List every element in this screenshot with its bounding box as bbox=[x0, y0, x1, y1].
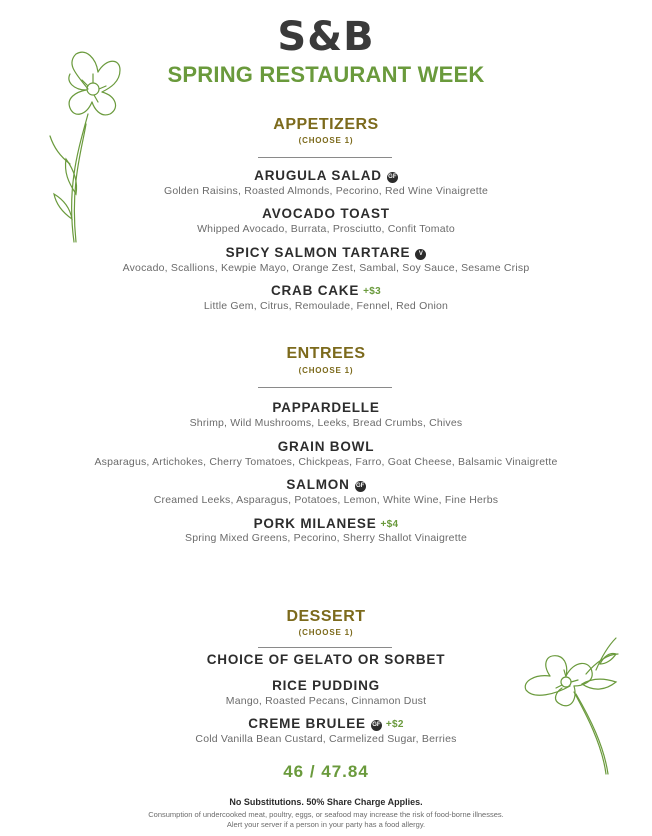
section-divider bbox=[258, 387, 392, 388]
v-badge-icon: V bbox=[415, 249, 426, 260]
restaurant-logo: S&B bbox=[277, 14, 375, 60]
menu-price: 46 / 47.84 bbox=[283, 762, 369, 781]
item-title: SALMON bbox=[286, 477, 350, 492]
footer-disclaimer: Consumption of undercooked meat, poultry, eggs, or seafood may increase the risk of food-borne illnesses. bbox=[148, 810, 504, 819]
item-title: CREME BRULEE bbox=[248, 716, 366, 731]
menu-item-description: Golden Raisins, Roasted Almonds, Pecorino, Red Wine Vinaigrette bbox=[163, 185, 489, 197]
gf-badge-icon: GF bbox=[371, 720, 382, 731]
menu-item-description: Shrimp, Wild Mushrooms, Leeks, Bread Crumbs, Chives bbox=[189, 417, 463, 429]
section-sub-dessert: (CHOOSE 1) bbox=[298, 628, 354, 637]
section-heading-dessert: DESSERT bbox=[286, 608, 366, 625]
menu-item-name bbox=[0, 678, 652, 693]
section-heading-entrees: ENTREES bbox=[286, 345, 366, 362]
menu-item-name bbox=[0, 477, 652, 492]
menu-item-name bbox=[0, 206, 652, 221]
footer-allergy-note: Alert your server if a person in your party has a food allergy. bbox=[226, 820, 426, 829]
menu-item-description: Mango, Roasted Pecans, Cinnamon Dust bbox=[225, 695, 427, 707]
menu-item-name bbox=[0, 516, 652, 531]
menu-item-name bbox=[0, 652, 652, 667]
section-heading-appetizers: APPETIZERS bbox=[273, 116, 379, 133]
gf-badge-icon: GF bbox=[355, 481, 366, 492]
menu-item-description: Cold Vanilla Bean Custard, Carmelized Sugar, Berries bbox=[195, 733, 457, 745]
menu-item-description: Little Gem, Citrus, Remoulade, Fennel, Red Onion bbox=[203, 300, 449, 312]
footer-notice: No Substitutions. 50% Share Charge Applies. bbox=[229, 797, 423, 807]
item-title: SPICY SALMON TARTARE bbox=[225, 245, 411, 260]
section-sub-appetizers: (CHOOSE 1) bbox=[298, 136, 354, 145]
menu-item-name bbox=[0, 400, 652, 415]
item-title: PORK MILANESE bbox=[253, 516, 377, 531]
upcharge-label: +$2 bbox=[385, 719, 404, 730]
item-title: ARUGULA SALAD bbox=[254, 168, 382, 183]
menu-item-description: Spring Mixed Greens, Pecorino, Sherry Shallot Vinaigrette bbox=[184, 532, 467, 544]
item-title: AVOCADO TOAST bbox=[262, 206, 390, 221]
item-title: RICE PUDDING bbox=[272, 678, 380, 693]
page-title: SPRING RESTAURANT WEEK bbox=[167, 62, 485, 87]
menu-item-name bbox=[0, 168, 652, 183]
section-divider bbox=[258, 157, 392, 158]
menu-item-name bbox=[0, 716, 652, 731]
menu-item-description: Asparagus, Artichokes, Cherry Tomatoes, Chickpeas, Farro, Goat Cheese, Balsamic Vinaigrette bbox=[94, 456, 558, 468]
gf-badge-icon: GF bbox=[387, 172, 398, 183]
menu-item-name bbox=[0, 283, 652, 298]
item-title: CRAB CAKE bbox=[270, 283, 360, 298]
item-title: PAPPARDELLE bbox=[272, 400, 380, 415]
menu-item-name bbox=[0, 439, 652, 454]
menu-item-description: Creamed Leeks, Asparagus, Potatoes, Lemon, White Wine, Fine Herbs bbox=[153, 494, 499, 506]
upcharge-label: +$4 bbox=[380, 519, 399, 530]
item-title: CHOICE OF GELATO OR SORBET bbox=[206, 652, 446, 667]
menu-item-description: Whipped Avocado, Burrata, Prosciutto, Confit Tomato bbox=[197, 223, 455, 235]
menu-item-name bbox=[0, 245, 652, 260]
menu-item-description: Avocado, Scallions, Kewpie Mayo, Orange Zest, Sambal, Soy Sauce, Sesame Crisp bbox=[122, 262, 530, 274]
section-divider bbox=[258, 647, 392, 648]
item-title: GRAIN BOWL bbox=[277, 439, 375, 454]
section-sub-entrees: (CHOOSE 1) bbox=[298, 366, 354, 375]
upcharge-label: +$3 bbox=[363, 286, 382, 297]
